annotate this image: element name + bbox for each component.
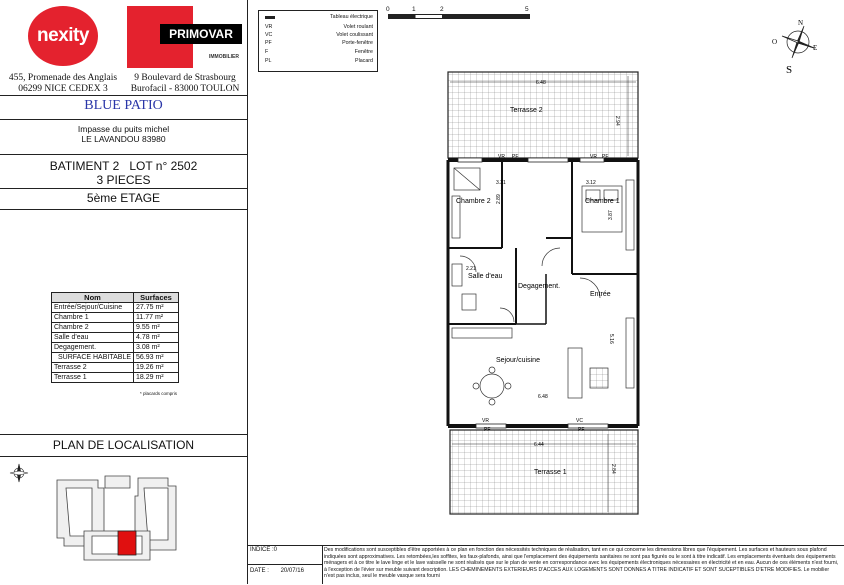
surfaces-table: [51, 292, 179, 383]
table-cell-area: 3.08 m²: [134, 343, 179, 353]
opening-label: PF: [602, 154, 609, 160]
primovar-address-line1: 9 Boulevard de Strasbourg: [134, 73, 236, 83]
location-compass-icon: [10, 464, 28, 482]
legend-item: [259, 40, 377, 47]
legend-label: Volet coulissant: [336, 32, 373, 38]
footer-date-label: DATE :: [250, 568, 269, 574]
footer-indice: INDICE :0: [250, 547, 278, 553]
compass-n: N: [798, 19, 804, 27]
table-cell-area: 19.26 m²: [134, 363, 179, 373]
table-cell-area: 27.75 m²: [134, 303, 179, 313]
opening-label: VR: [590, 154, 597, 160]
floor-plan: [440, 68, 646, 520]
legend-item: [259, 49, 377, 56]
scale-label-0: 0: [386, 6, 390, 13]
dim-c2-width: 3.31: [496, 180, 506, 186]
legend-item: [259, 58, 377, 65]
table-row: [52, 333, 179, 343]
room-label-sejour: Sejour/cuisine: [496, 357, 540, 364]
legend-code: PF: [265, 40, 272, 46]
primovar-logo-sub: IMMOBILIER: [209, 54, 239, 60]
table-row: [52, 373, 179, 383]
table-row: [52, 303, 179, 313]
top-openings: [458, 158, 604, 162]
room-label-degagement: Degagement.: [518, 283, 561, 290]
scale-bar: [384, 6, 530, 26]
scale-label-1: 1: [412, 6, 416, 13]
legend-box: [258, 10, 378, 72]
footer-divider: [322, 545, 323, 584]
legend-label: Volet roulant: [343, 24, 373, 30]
dim-t2-width: 6.48: [536, 80, 546, 86]
footer-date-value: 20/07/16: [280, 568, 304, 574]
info-panel: [0, 0, 248, 584]
table-cell-name: Chambre 1: [52, 313, 134, 323]
table-row: [52, 363, 179, 373]
legend-code: F: [265, 49, 269, 55]
legend-label: Fenêtre: [354, 49, 373, 55]
nexity-logo: [28, 6, 98, 66]
dim-t1-depth: 2.84: [610, 464, 616, 474]
project-name: BLUE PATIO: [84, 98, 163, 113]
project-address: [0, 124, 247, 144]
nexity-address-line1: 455, Promenade des Anglais: [8, 73, 118, 83]
table-cell-name: Terrasse 1: [52, 373, 134, 383]
nexity-address-line2: 06299 NICE CEDEX 3: [18, 84, 108, 94]
scale-bar-graphic: [388, 14, 530, 19]
room-label-chambre-2: Chambre 2: [456, 198, 491, 205]
dim-sejour-width: 6.48: [538, 394, 548, 400]
opening-label: VR: [498, 154, 505, 160]
table-row-total: [52, 353, 179, 363]
room-label-entree: Entrée: [590, 291, 611, 298]
table-cell-name: Entrée/Sejour/Cuisine: [52, 303, 134, 313]
table-cell-area: 56.93 m²: [134, 353, 179, 363]
surfaces-header-name: Nom: [52, 293, 134, 303]
lot-info: [0, 159, 247, 187]
legend-item: [259, 24, 377, 31]
nexity-logo-text: nexity: [37, 25, 89, 46]
compass-o: O: [772, 38, 778, 46]
legend-code: PL: [265, 58, 272, 64]
dim-t1-width: 6.44: [534, 442, 544, 448]
table-cell-area: 4.78 m²: [134, 333, 179, 343]
surfaces-header-row: [52, 293, 179, 303]
primovar-logo: [160, 24, 242, 44]
legend-label: Placard: [355, 58, 373, 64]
legend-item: [259, 32, 377, 39]
primovar-logo-text: PRIMOVAR: [169, 27, 233, 41]
location-buildings: [57, 476, 176, 560]
footer-divider-h: [248, 564, 322, 565]
legend-code: VR: [265, 24, 273, 30]
table-cell-name: Terrasse 2: [52, 363, 134, 373]
opening-label: PF: [512, 154, 519, 160]
scale-label-5: 5: [525, 6, 529, 13]
table-cell-area: 18.29 m²: [134, 373, 179, 383]
room-label-salle-eau: Salle d'eau: [468, 273, 503, 280]
compass-s: S: [786, 64, 793, 76]
location-map: [0, 456, 247, 584]
project-city: LE LAVANDOU 83980: [81, 134, 166, 144]
room-label-terrasse-2: Terrasse 2: [510, 107, 543, 114]
table-row: [52, 313, 179, 323]
dim-sejour-depth: 5.16: [608, 334, 614, 344]
room-count: 3 PIECES: [96, 173, 151, 187]
primovar-address: [124, 73, 246, 95]
compass-rose: [770, 14, 828, 76]
surfaces-header-area: Surfaces: [134, 293, 179, 303]
table-cell-name: Salle d'eau: [52, 333, 134, 343]
scale-label-2: 2: [440, 6, 444, 13]
table-cell-name: SURFACE HABITABLE: [52, 353, 134, 363]
building-label: BATIMENT 2: [49, 159, 120, 173]
location-lot-highlight: [118, 531, 136, 555]
primovar-address-line2: Burofacil - 83000 TOULON: [130, 84, 240, 94]
opening-label: VC: [576, 418, 583, 424]
location-plan-title: PLAN DE LOCALISATION: [52, 438, 195, 452]
footer-date: [250, 568, 304, 574]
table-cell-area: 9.55 m²: [134, 323, 179, 333]
dim-c2-depth: 2.89: [496, 194, 502, 204]
table-cell-name: Degagement.: [52, 343, 134, 353]
table-cell-name: Chambre 2: [52, 323, 134, 333]
dim-t2-depth: 2.94: [614, 116, 620, 126]
nexity-address: [2, 73, 124, 95]
legend-item: [259, 14, 377, 21]
legend-label: Tableau électrique: [330, 14, 373, 20]
footer-disclaimer: Des modifications sont susceptibles d'être apportées à ce plan en fonction des nécessités techniques de réalisation, tant en ce qui concerne les dimensions libres que l'équipement. Les surfaces et hauteurs sous plafond indiquées sont approximatives. Les retombées,les soffites, les faux-plafonds, ainsi que l'emplacement des équipements sanitaires ne sont pas figurés ou le sont à titre indicatif. Les emplacements éventuels des équipements ménagers et à ce titre le lave linge et le lave vaisselle ne sont réalisés que sur le plan de vente en correspondance avec les équipements électroniques nécessaires en électricité et en eau. Aucun de ces éléments n'est fourni, à l'exception de l'évier sur meuble suivant description. LES CHEMINEMENTS EXTERIEURS D'ACCES AUX LOGEMENTS SONT DONNES A TITRE INDICATIF ET SONT SUCEPTIBLES D'ETRE MODIFIES. Le mobilier n'est pas inclus, seul le meuble vasque sera fourni: [324, 547, 839, 579]
lot-number: LOT n° 2502: [129, 159, 198, 173]
legend-code: VC: [265, 32, 273, 38]
table-row: [52, 323, 179, 333]
surfaces-note: * placards compris: [140, 391, 178, 396]
legend-label: Porte-fenêtre: [342, 40, 373, 46]
project-street: Impasse du puits michel: [77, 124, 170, 134]
electric-panel-icon: [265, 16, 275, 19]
compass-icon: [782, 26, 814, 58]
dim-c1-width: 3.12: [586, 180, 596, 186]
room-label-terrasse-1: Terrasse 1: [534, 469, 567, 476]
compass-e: E: [813, 44, 818, 52]
opening-label: VR: [482, 418, 489, 424]
room-label-chambre-1: Chambre 1: [585, 198, 620, 205]
floor-label: 5ème ETAGE: [86, 191, 161, 205]
dim-c1-depth: 3.87: [608, 210, 614, 220]
table-cell-area: 11.77 m²: [134, 313, 179, 323]
dim-salle-eau: 2.21: [466, 266, 476, 272]
table-row: [52, 343, 179, 353]
